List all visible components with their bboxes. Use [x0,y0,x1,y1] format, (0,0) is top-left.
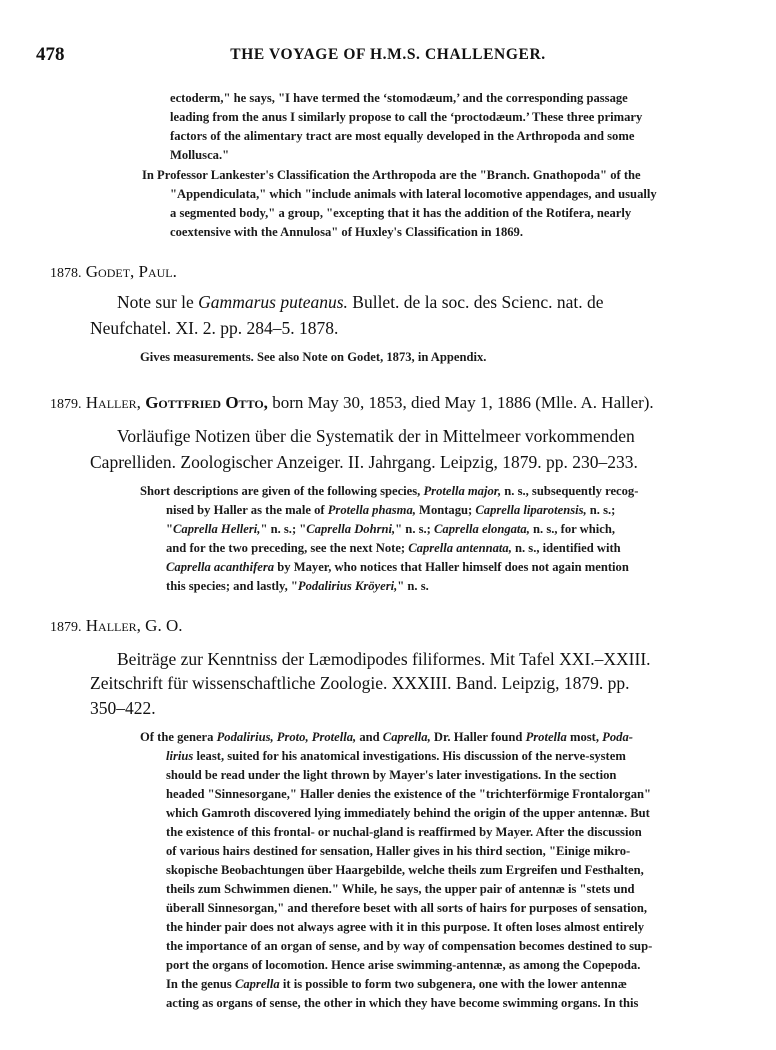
entry-title-line: Neufchatel. XI. 2. pp. 284–5. 1878. [90,318,339,338]
entry-note-line: überall Sinnesorgan," and therefore beset with all sorts of hairs for purposes of sensation, [166,901,648,915]
entry-note-line: In the genus Caprella it is possible to form two subgenera, one with the lower antennæ [166,977,627,991]
entry-title-line: Zeitschrift für wissenschaftliche Zoologie. XXXIII. Band. Leipzig, 1879. pp. [90,673,630,693]
page-number: 478 [36,44,65,65]
running-title: THE VOYAGE OF H.M.S. CHALLENGER. [230,46,546,63]
entry-note-line: the importance of an organ of sense, and by way of compensation becomes destined to sup- [166,939,653,953]
entry-note-line: port the organs of locomotion. Hence arise swimming-antennæ, as among the Copepoda. [166,958,641,972]
entry-note-line: which Gamroth discovered lying immediately behind the origin of the upper antennæ. But [166,806,650,820]
entry-note-line: this species; and lastly, "Podalirius Kröyeri," n. s. [166,579,429,593]
entry-note-line: the existence of this frontal- or nuchal-gland is reaffirmed by Mayer. After the discussion [166,825,642,839]
entry-note-line: and for the two preceding, see the next Note; Caprella antennata, n. s., identified with [166,541,621,555]
entry-year: 1879. [50,397,82,412]
entry-note-line: headed "Sinnesorgane," Haller denies the existence of the "trichterförmige Frontalorgan" [166,787,652,801]
entry-author: Haller, G. O. [85,616,183,635]
page-header [0,44,776,68]
entry-heading [50,616,183,636]
entry-title-line: 350–422. [90,698,156,718]
entry-year: 1878. [50,266,82,281]
entry-note-line: "Caprella Helleri," n. s.; "Caprella Dohrni," n. s.; Caprella elongata, n. s., for which, [166,522,616,536]
text-line: a segmented body," a group, "excepting that it has the addition of the Rotifera, nearly [170,206,632,220]
entry-note-line: Of the genera Podalirius, Proto, Protella, and Caprella, Dr. Haller found Protella most, Poda- [140,730,633,744]
entry-title-line: Beiträge zur Kenntniss der Læmodipodes filiformes. Mit Tafel XXI.–XXIII. [117,649,651,669]
entry-note: Gives measurements. See also Note on Godet, 1873, in Appendix. [140,350,487,364]
text-line: leading from the anus I similarly propose to call the ‘proctodæum.’ These three primary [170,110,643,124]
text-line: Mollusca." [170,148,230,162]
text-line: factors of the alimentary tract are most equally developed in the Arthropoda and some [170,129,635,143]
text-line: ectoderm," he says, "I have termed the ‘stomodæum,’ and the corresponding passage [170,91,628,105]
entry-title-line: Note sur le Gammarus puteanus. Bullet. de la soc. des Scienc. nat. de [117,292,604,312]
entry-note-line: theils zum Schwimmen dienen." While, he says, the upper pair of antennæ is "stets und [166,882,635,896]
entry-note-line: the hinder pair does not always agree with it in this purpose. It often loses almost entirely [166,920,644,934]
entry-year: 1879. [50,620,82,635]
entry-heading: 1879. Haller, Gottfried Otto, born May 30, 1853, died May 1, 1886 (Mlle. A. Haller). [50,393,654,412]
entry-note-line: should be read under the light thrown by Mayer's later investigations. In the section [166,768,617,782]
entry-heading [50,262,177,282]
entry-note-line: acting as organs of sense, the other in which they have become swimming organs. In this [166,996,639,1010]
text-line: In Professor Lankester's Classification the Arthropoda are the "Branch. Gnathopoda" of the [142,168,641,182]
entry-title-line: Caprelliden. Zoologischer Anzeiger. II. Jahrgang. Leipzig, 1879. pp. 230–233. [90,452,638,472]
entry-note-line: of various hairs destined for sensation, Haller gives in his third section, "Einige mikro- [166,844,631,858]
entry-note-line: skopische Beobachtungen über Haargebilde, welche theils zum Ergreifen und Festhalten, [166,863,644,877]
entry-author: Godet, Paul. [85,262,177,281]
entry-title-line: Vorläufige Notizen über die Systematik der in Mittelmeer vorkommenden [117,426,635,446]
text-line: "Appendiculata," which "include animals with lateral locomotive appendages, and usually [170,187,657,201]
entry-author: Haller, [85,393,146,412]
entry-note-line: nised by Haller as the male of Protella phasma, Montagu; Caprella liparotensis, n. s.; [166,503,616,517]
entry-note-line: Short descriptions are given of the following species, Protella major, n. s., subsequently recog- [140,484,639,498]
entry-note-line: Caprella acanthifera by Mayer, who notices that Haller himself does not again mention [166,560,629,574]
text-line: coextensive with the Annulosa" of Huxley's Classification in 1869. [170,225,523,239]
entry-note-line: lirius least, suited for his anatomical investigations. His discussion of the nerve-system [166,749,626,763]
